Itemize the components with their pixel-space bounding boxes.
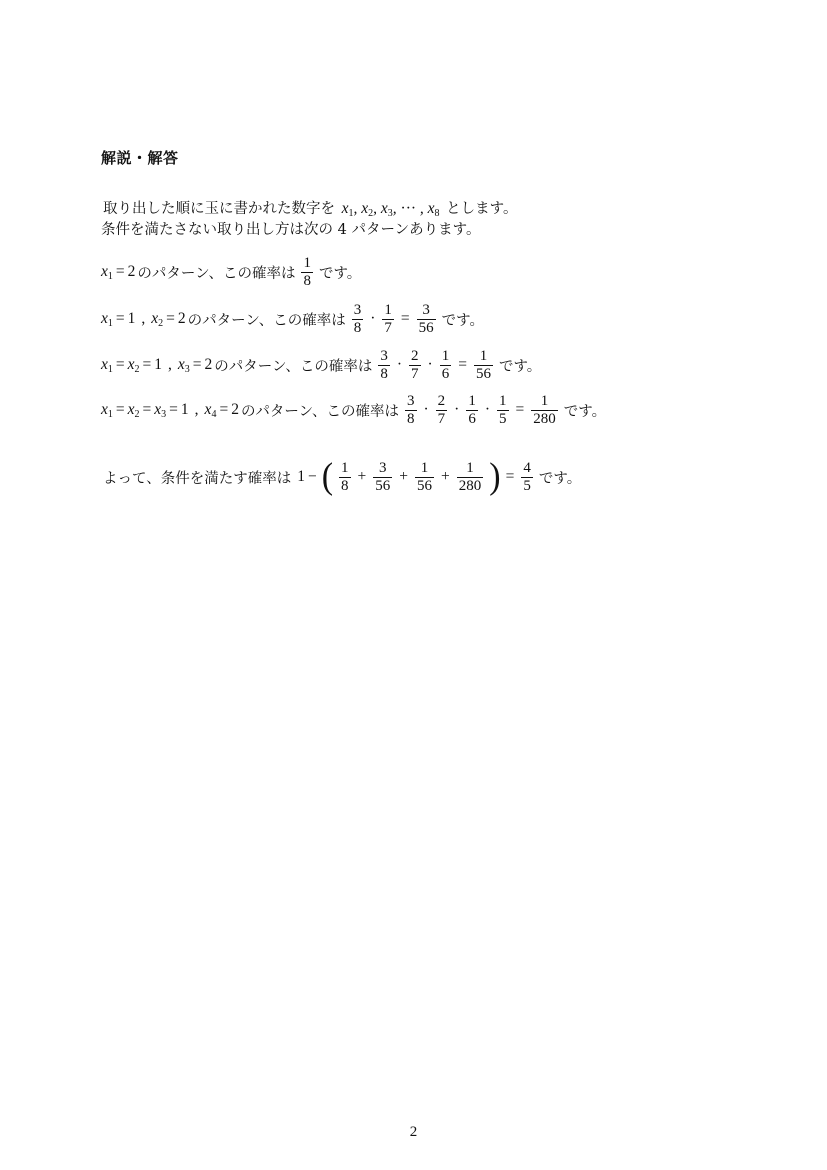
pattern-3: $x_1$ = $x_2$ = 1 , $x_3$ = 2 のパターン、この確率は $\frac{3}{8}$ · $\frac{2}{7}$ · $\frac{1}{6}$ = $\frac{1}{56}$ です。 <box>101 347 542 382</box>
suffix: です。 <box>441 312 484 329</box>
pattern-label: のパターン、この確率は <box>214 358 373 375</box>
conclusion-prefix: よって、条件を満たす確率は <box>103 470 292 487</box>
fraction: $\frac{1}{5}$ <box>499 392 507 427</box>
intro-line-1 <box>101 197 520 219</box>
pattern-4: $x_1$ = $x_2$ = $x_3$ = 1 , $x_4$ = 2 のパターン、この確率は $\frac{3}{8}$ · $\frac{2}{7}$ · $\frac{1}{6}$ · $\frac{1}{5}$ = $\frac{1}{280}$ です。 <box>101 392 607 427</box>
result-fraction: $\frac{4}{5}$ <box>523 459 531 494</box>
section-heading: 解説・解答 <box>101 149 179 167</box>
fraction: $\frac{2}{7}$ <box>411 347 419 382</box>
intro-line-2: 条件を満たさない取り出し方は次の 4 パターンあります。 <box>101 222 481 238</box>
suffix: です。 <box>498 358 542 375</box>
fraction: $\frac{1}{8}$ <box>341 459 349 494</box>
right-paren: ) <box>489 456 501 497</box>
left-paren: ( <box>321 456 334 497</box>
fraction: $\frac{1}{8}$ <box>303 254 311 289</box>
fraction: $\frac{2}{7}$ <box>437 392 446 427</box>
fraction: $\frac{1}{56}$ <box>417 459 433 494</box>
suffix: です。 <box>538 470 582 487</box>
pattern-condition: $x_1$ <box>101 262 113 282</box>
result-fraction: $\frac{3}{56}$ <box>418 301 434 336</box>
fraction: $\frac{1}{280}$ <box>458 459 482 494</box>
intro-end: とします。 <box>446 201 518 217</box>
suffix: です。 <box>563 403 607 420</box>
suffix: です。 <box>318 265 362 282</box>
result-fraction: $\frac{1}{56}$ <box>475 347 491 382</box>
page-number: 2 <box>409 1124 418 1140</box>
fraction: $\frac{1}{6}$ <box>441 347 450 382</box>
fraction: $\frac{3}{56}$ <box>375 459 391 494</box>
equals-sign: = <box>115 263 125 280</box>
fraction: $\frac{3}{8}$ <box>407 392 415 427</box>
fraction: $\frac{1}{7}$ <box>384 301 392 336</box>
pattern-label: のパターン、この確率は <box>240 403 399 420</box>
fraction: $\frac{3}{8}$ <box>380 347 388 382</box>
pattern-label: のパターン、この確率は <box>187 312 346 329</box>
fraction: $\frac{1}{6}$ <box>468 392 476 427</box>
pattern-2: $x_1$ = 1 , $x_2$ = 2 のパターン、この確率は $\frac{3}{8}$ · $\frac{1}{7}$ = $\frac{3}{56}$ です。 <box>101 301 484 336</box>
pattern-1 <box>101 250 363 294</box>
variable-list: $x_1$, $x_2$, $x_3$, ··· , $x_8$ <box>341 200 440 219</box>
result-fraction: $\frac{1}{280}$ <box>533 392 556 427</box>
value: 2 <box>127 263 136 280</box>
pattern-label: のパターン、この確率は <box>137 265 296 282</box>
intro-text: 取り出した順に玉に書かれた数字を <box>103 201 335 217</box>
fraction: $\frac{3}{8}$ <box>353 301 362 336</box>
conclusion-line: よって、条件を満たす確率は 1 − ( $\frac{1}{8}$ + $\frac{3}{56}$ + $\frac{1}{56}$ + $\frac{1}{280}$ ) = $\frac{4}{5}$ です。 <box>103 456 582 497</box>
